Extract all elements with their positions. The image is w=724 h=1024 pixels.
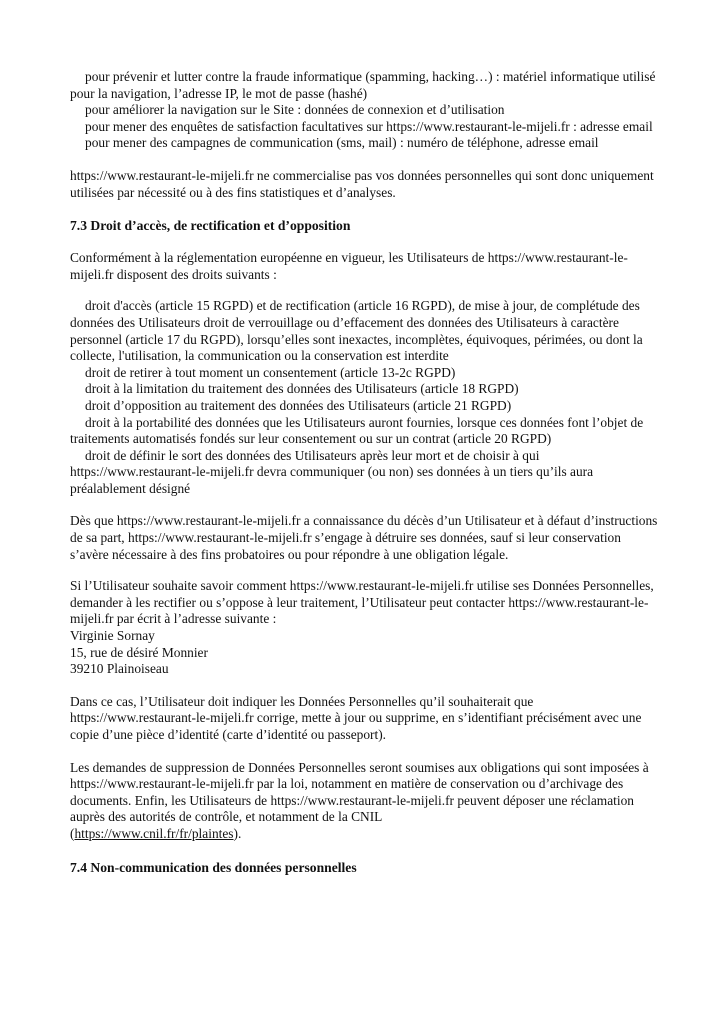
paragraph-commercialisation: https://www.restaurant-le-mijeli.fr ne commercialise pas vos données personnelles qui sont donc uniquement utilisées par nécessité ou à des fins statistiques et d’analyses. [70, 167, 654, 200]
address-name: Virginie Sornay [70, 628, 155, 644]
rights-list-item: droit d'accès (article 15 RGPD) et de rectification (article 16 RGPD), de mise à jour, de complétude des données des Utilisateurs droit de verrouillage ou d’effacement des données des Utilisateurs à caractère personnel (article 17 du RGPD), lorsqu’elles sont inexactes, incomplètes, équivoques, périmées, ou dont la collecte, l'utilisation, la communication ou la conservation est interdite [70, 298, 643, 364]
address-street: 15, rue de désiré Monnier [70, 644, 208, 660]
spacer [70, 152, 660, 168]
spacer [70, 283, 660, 298]
list-item: pour améliorer la navigation sur le Site : données de connexion et d’utilisation [85, 102, 505, 118]
cnil-close-paren: ). [233, 825, 242, 841]
address-city: 39210 Plainoiseau [70, 661, 169, 677]
rights-list-item: droit d’opposition au traitement des données des Utilisateurs (article 21 RGPD) [85, 397, 512, 413]
section-heading-7-4: 7.4 Non-communication des données personnelles [70, 859, 357, 875]
paragraph-conformement: Conformément à la réglementation européenne en vigueur, les Utilisateurs de https://www.restaurant-le-mijeli.fr disposent des droits suivants : [70, 250, 628, 282]
rights-list-item: droit de définir le sort des données des Utilisateurs après leur mort et de choisir à qui https://www.restaurant-le-mijeli.fr devra communiquer (ou non) ses données à un tiers qu’ils aura préalablement désigné [70, 447, 594, 496]
spacer [70, 678, 660, 694]
paragraph-dans-ce-cas: Dans ce cas, l’Utilisateur doit indiquer les Données Personnelles qu’il souhaiterait que https://www.restaurant-le-mijeli.fr corrige, mette à jour ou supprime, en s’identifiant précisément avec une copie d’une pièce d’identité (carte d’identité ou passeport). [70, 693, 642, 742]
spacer [70, 744, 660, 760]
spacer [70, 497, 660, 513]
spacer [70, 563, 660, 578]
list-item: pour mener des campagnes de communication (sms, mail) : numéro de téléphone, adresse email [85, 135, 599, 151]
spacer [70, 843, 660, 859]
list-item: pour prévenir et lutter contre la fraude informatique (spamming, hacking…) : matériel informatique utilisé pour la navigation, l’adresse IP, le mot de passe (hashé) [70, 69, 656, 101]
document-body [70, 69, 660, 876]
paragraph-contact: Si l’Utilisateur souhaite savoir comment https://www.restaurant-le-mijeli.fr utilise ses Données Personnelles, demander à les rectifier ou s’oppose à leur traitement, l’Utilisateur peut contacter https://www.restaurant-le-mijeli.fr par écrit à l’adresse suivante : [70, 578, 654, 627]
rights-list-item: droit de retirer à tout moment un consentement (article 13-2c RGPD) [85, 364, 456, 380]
spacer [70, 201, 660, 217]
cnil-open-paren: ( [70, 825, 75, 841]
cnil-reference [70, 826, 660, 843]
paragraph-demandes: Les demandes de suppression de Données Personnelles seront soumises aux obligations qui sont imposées à https://www.restaurant-le-mijeli.fr par la loi, notamment en matière de conservation ou d’archivage des documents. Enfin, les Utilisateurs de https://www.restaurant-le-mijeli.fr peuvent déposer une réclamation auprès des autorités de contrôle, et notamment de la CNIL [70, 759, 649, 825]
paragraph-deces: Dès que https://www.restaurant-le-mijeli.fr a connaissance du décès d’un Utilisateur et à défaut d’instructions de sa part, https://www.restaurant-le-mijeli.fr s’engage à détruire ses données, sauf si leur conservation s’avère nécessaire à des fins probatoires ou pour répondre à une obligation légale. [70, 513, 658, 562]
rights-list-item: droit à la limitation du traitement des données des Utilisateurs (article 18 RGPD) [85, 381, 519, 397]
spacer [70, 234, 660, 250]
section-heading-7-3: 7.3 Droit d’accès, de rectification et d’opposition [70, 218, 351, 234]
list-item: pour mener des enquêtes de satisfaction facultatives sur https://www.restaurant-le-mijeli.fr : adresse email [85, 118, 653, 134]
rights-list-item: droit à la portabilité des données que les Utilisateurs auront fournies, lorsque ces données font l’objet de traitements automatisés fondés sur leur consentement ou sur un contrat (article 20 RGPD) [70, 414, 644, 447]
cnil-link[interactable]: https://www.cnil.fr/fr/plaintes [74, 825, 234, 841]
